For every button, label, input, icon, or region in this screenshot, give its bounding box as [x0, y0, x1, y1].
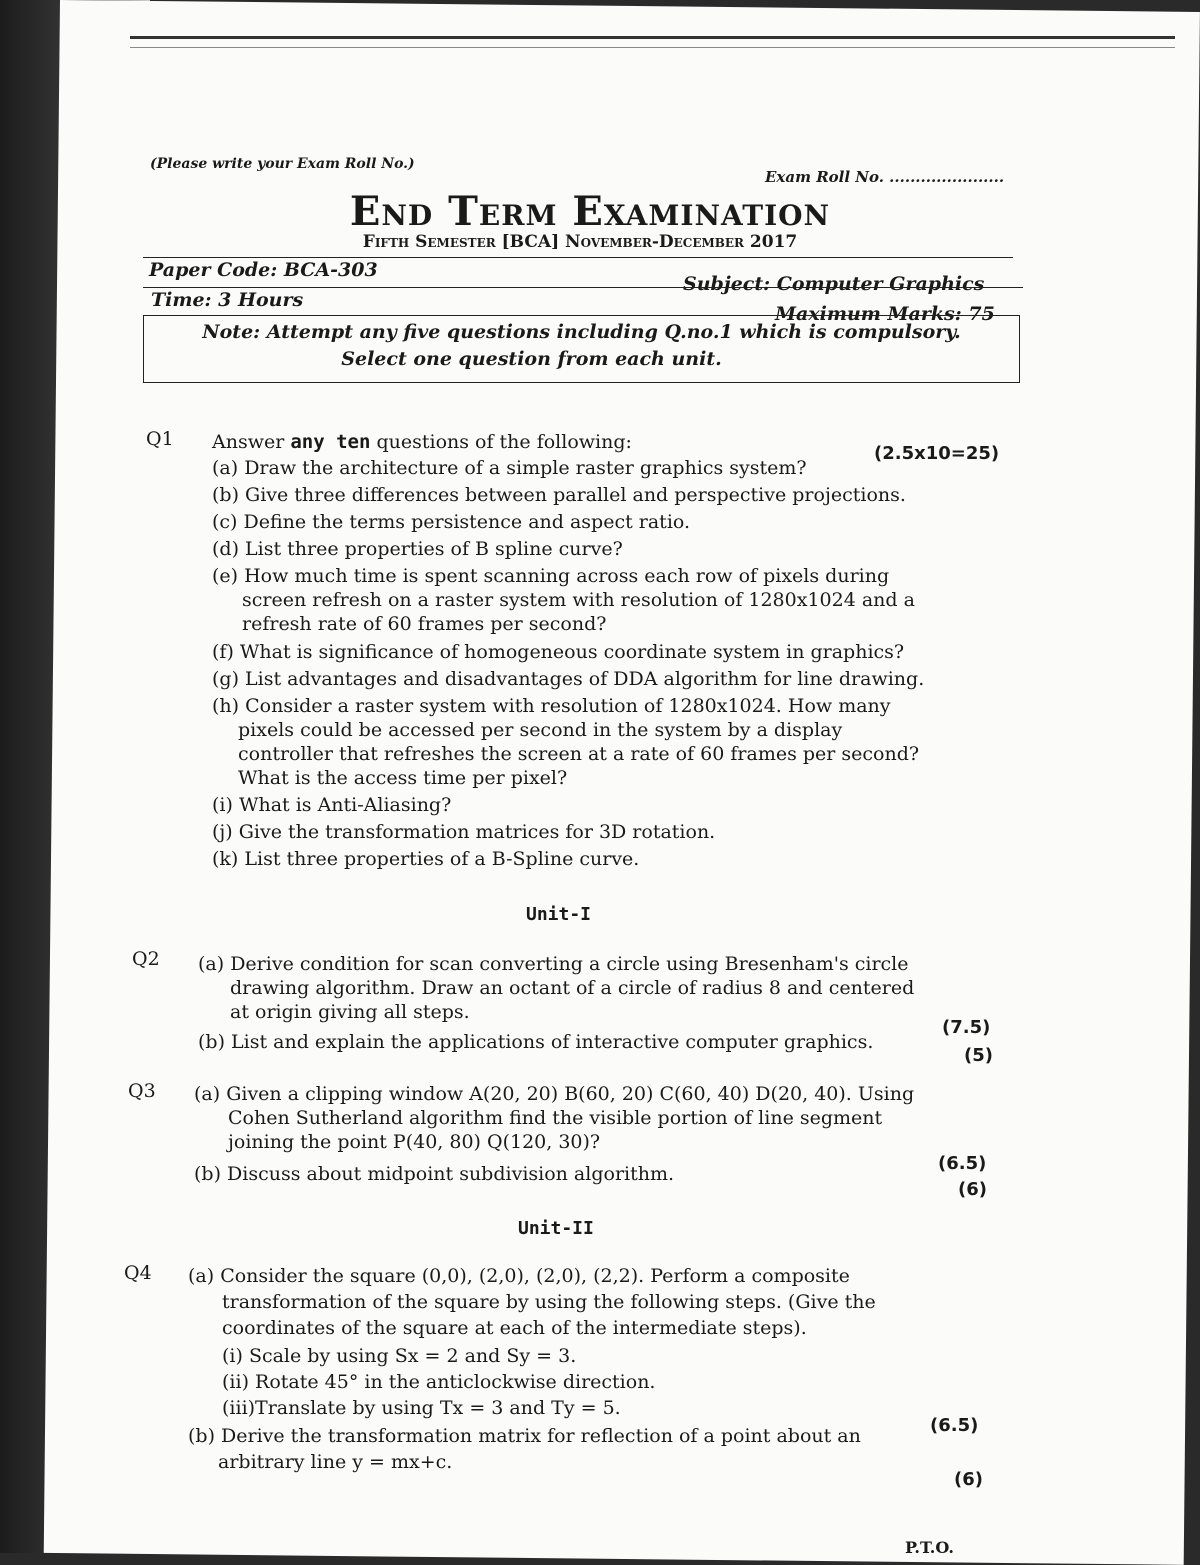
q1-item: (h) Consider a raster system with resolution of 1280x1024. How many	[212, 695, 891, 717]
q1-item: (d) List three properties of B spline curve?	[212, 538, 623, 560]
q4-a-cont: transformation of the square by using the following steps. (Give the	[222, 1291, 876, 1313]
q1-item-cont: refresh rate of 60 frames per second?	[242, 613, 607, 635]
q1-item-cont: pixels could be accessed per second in the system by a display	[238, 719, 843, 741]
q2-a-cont: drawing algorithm. Draw an octant of a circle of radius 8 and centered	[230, 977, 915, 999]
q3-a-cont: joining the point P(40, 80) Q(120, 30)?	[228, 1131, 601, 1153]
question-number: Q1	[146, 428, 174, 450]
q3-a: (a) Given a clipping window A(20, 20) B(60, 20) C(60, 40) D(20, 40). Using	[194, 1083, 915, 1105]
subject: Subject: Computer Graphics	[683, 273, 985, 295]
q2-b: (b) List and explain the applications of interactive computer graphics.	[198, 1031, 874, 1053]
q2-a-cont: at origin giving all steps.	[230, 1001, 470, 1023]
paper-code: Paper Code: BCA-303	[149, 259, 378, 281]
paper-edge	[130, 36, 1175, 48]
unit-heading: Unit-I	[526, 904, 592, 925]
q1-item: (f) What is significance of homogeneous coordinate system in graphics?	[212, 641, 905, 663]
q4-b-cont: arbitrary line y = mx+c.	[218, 1451, 453, 1473]
q1-item: (j) Give the transformation matrices for 3D rotation.	[212, 821, 716, 843]
roll-hint: (Please write your Exam Roll No.)	[150, 156, 415, 172]
q2-a-marks: (7.5)	[942, 1017, 991, 1038]
q1-intro-text: Answer	[212, 431, 291, 453]
q1-item: (e) How much time is spent scanning across each row of pixels during	[212, 565, 890, 587]
unit-heading: Unit-II	[518, 1218, 594, 1239]
semester-line: Fifth Semester [BCA] November-December 2017	[362, 232, 798, 252]
q1-marks: (2.5x10=25)	[874, 443, 1000, 464]
divider	[143, 287, 1023, 288]
note-box	[143, 315, 1020, 383]
q1-item-cont: controller that refreshes the screen at a rate of 60 frames per second?	[238, 743, 920, 765]
question-2	[198, 952, 998, 1072]
header-box	[143, 257, 1025, 387]
q3-a-marks: (6.5)	[938, 1153, 987, 1174]
q4-step: (ii) Rotate 45° in the anticlockwise direction.	[222, 1371, 656, 1393]
time: Time: 3 Hours	[151, 289, 304, 311]
question-1	[212, 430, 1012, 890]
note-line-2: Select one question from each unit.	[341, 348, 722, 370]
q4-step: (iii)Translate by using Tx = 3 and Ty = 5.	[222, 1397, 621, 1419]
question-number: Q2	[132, 948, 160, 970]
q2-b-marks: (5)	[964, 1045, 993, 1066]
question-4	[188, 1264, 988, 1494]
q1-item: (i) What is Anti-Aliasing?	[212, 794, 452, 816]
pto-marker: P.T.O.	[905, 1538, 954, 1557]
q3-b-marks: (6)	[958, 1179, 987, 1200]
q1-intro	[212, 430, 632, 454]
q1-item-cont: screen refresh on a raster system with resolution of 1280x1024 and a	[242, 589, 915, 611]
q1-item: (g) List advantages and disadvantages of DDA algorithm for line drawing.	[212, 668, 925, 690]
max-marks: Maximum Marks: 75	[775, 303, 995, 325]
note-line-1: Note: Attempt any five questions including Q.no.1 which is compulsory.	[202, 321, 961, 343]
q4-a: (a) Consider the square (0,0), (2,0), (2,0), (2,2). Perform a composite	[188, 1265, 850, 1287]
exam-roll-no-label: Exam Roll No. ......................	[765, 168, 1005, 186]
q1-item: (c) Define the terms persistence and aspect ratio.	[212, 511, 691, 533]
q4-a-cont: coordinates of the square at each of the intermediate steps).	[222, 1317, 807, 1339]
q1-item: (k) List three properties of a B-Spline curve.	[212, 848, 640, 870]
divider	[143, 257, 1013, 258]
question-3	[194, 1082, 994, 1202]
q1-item: (b) Give three differences between parallel and perspective projections.	[212, 484, 906, 506]
q1-item: (a) Draw the architecture of a simple raster graphics system?	[212, 457, 807, 479]
q3-a-cont: Cohen Sutherland algorithm find the visible portion of line segment	[228, 1107, 883, 1129]
question-number: Q4	[124, 1262, 152, 1284]
page-title: End Term Examination	[349, 188, 831, 235]
q1-intro-text: questions of the following:	[370, 431, 632, 453]
q1-item-cont: What is the access time per pixel?	[238, 767, 568, 789]
q4-b: (b) Derive the transformation matrix for reflection of a point about an	[188, 1425, 861, 1447]
question-number: Q3	[128, 1080, 156, 1102]
q4-a-marks: (6.5)	[930, 1415, 979, 1436]
q4-step: (i) Scale by using Sx = 2 and Sy = 3.	[222, 1345, 577, 1367]
q4-b-marks: (6)	[954, 1469, 983, 1490]
q2-a: (a) Derive condition for scan converting a circle using Bresenham's circle	[198, 953, 909, 975]
q1-intro-bold: any ten	[290, 431, 371, 453]
q3-b: (b) Discuss about midpoint subdivision algorithm.	[194, 1163, 675, 1185]
